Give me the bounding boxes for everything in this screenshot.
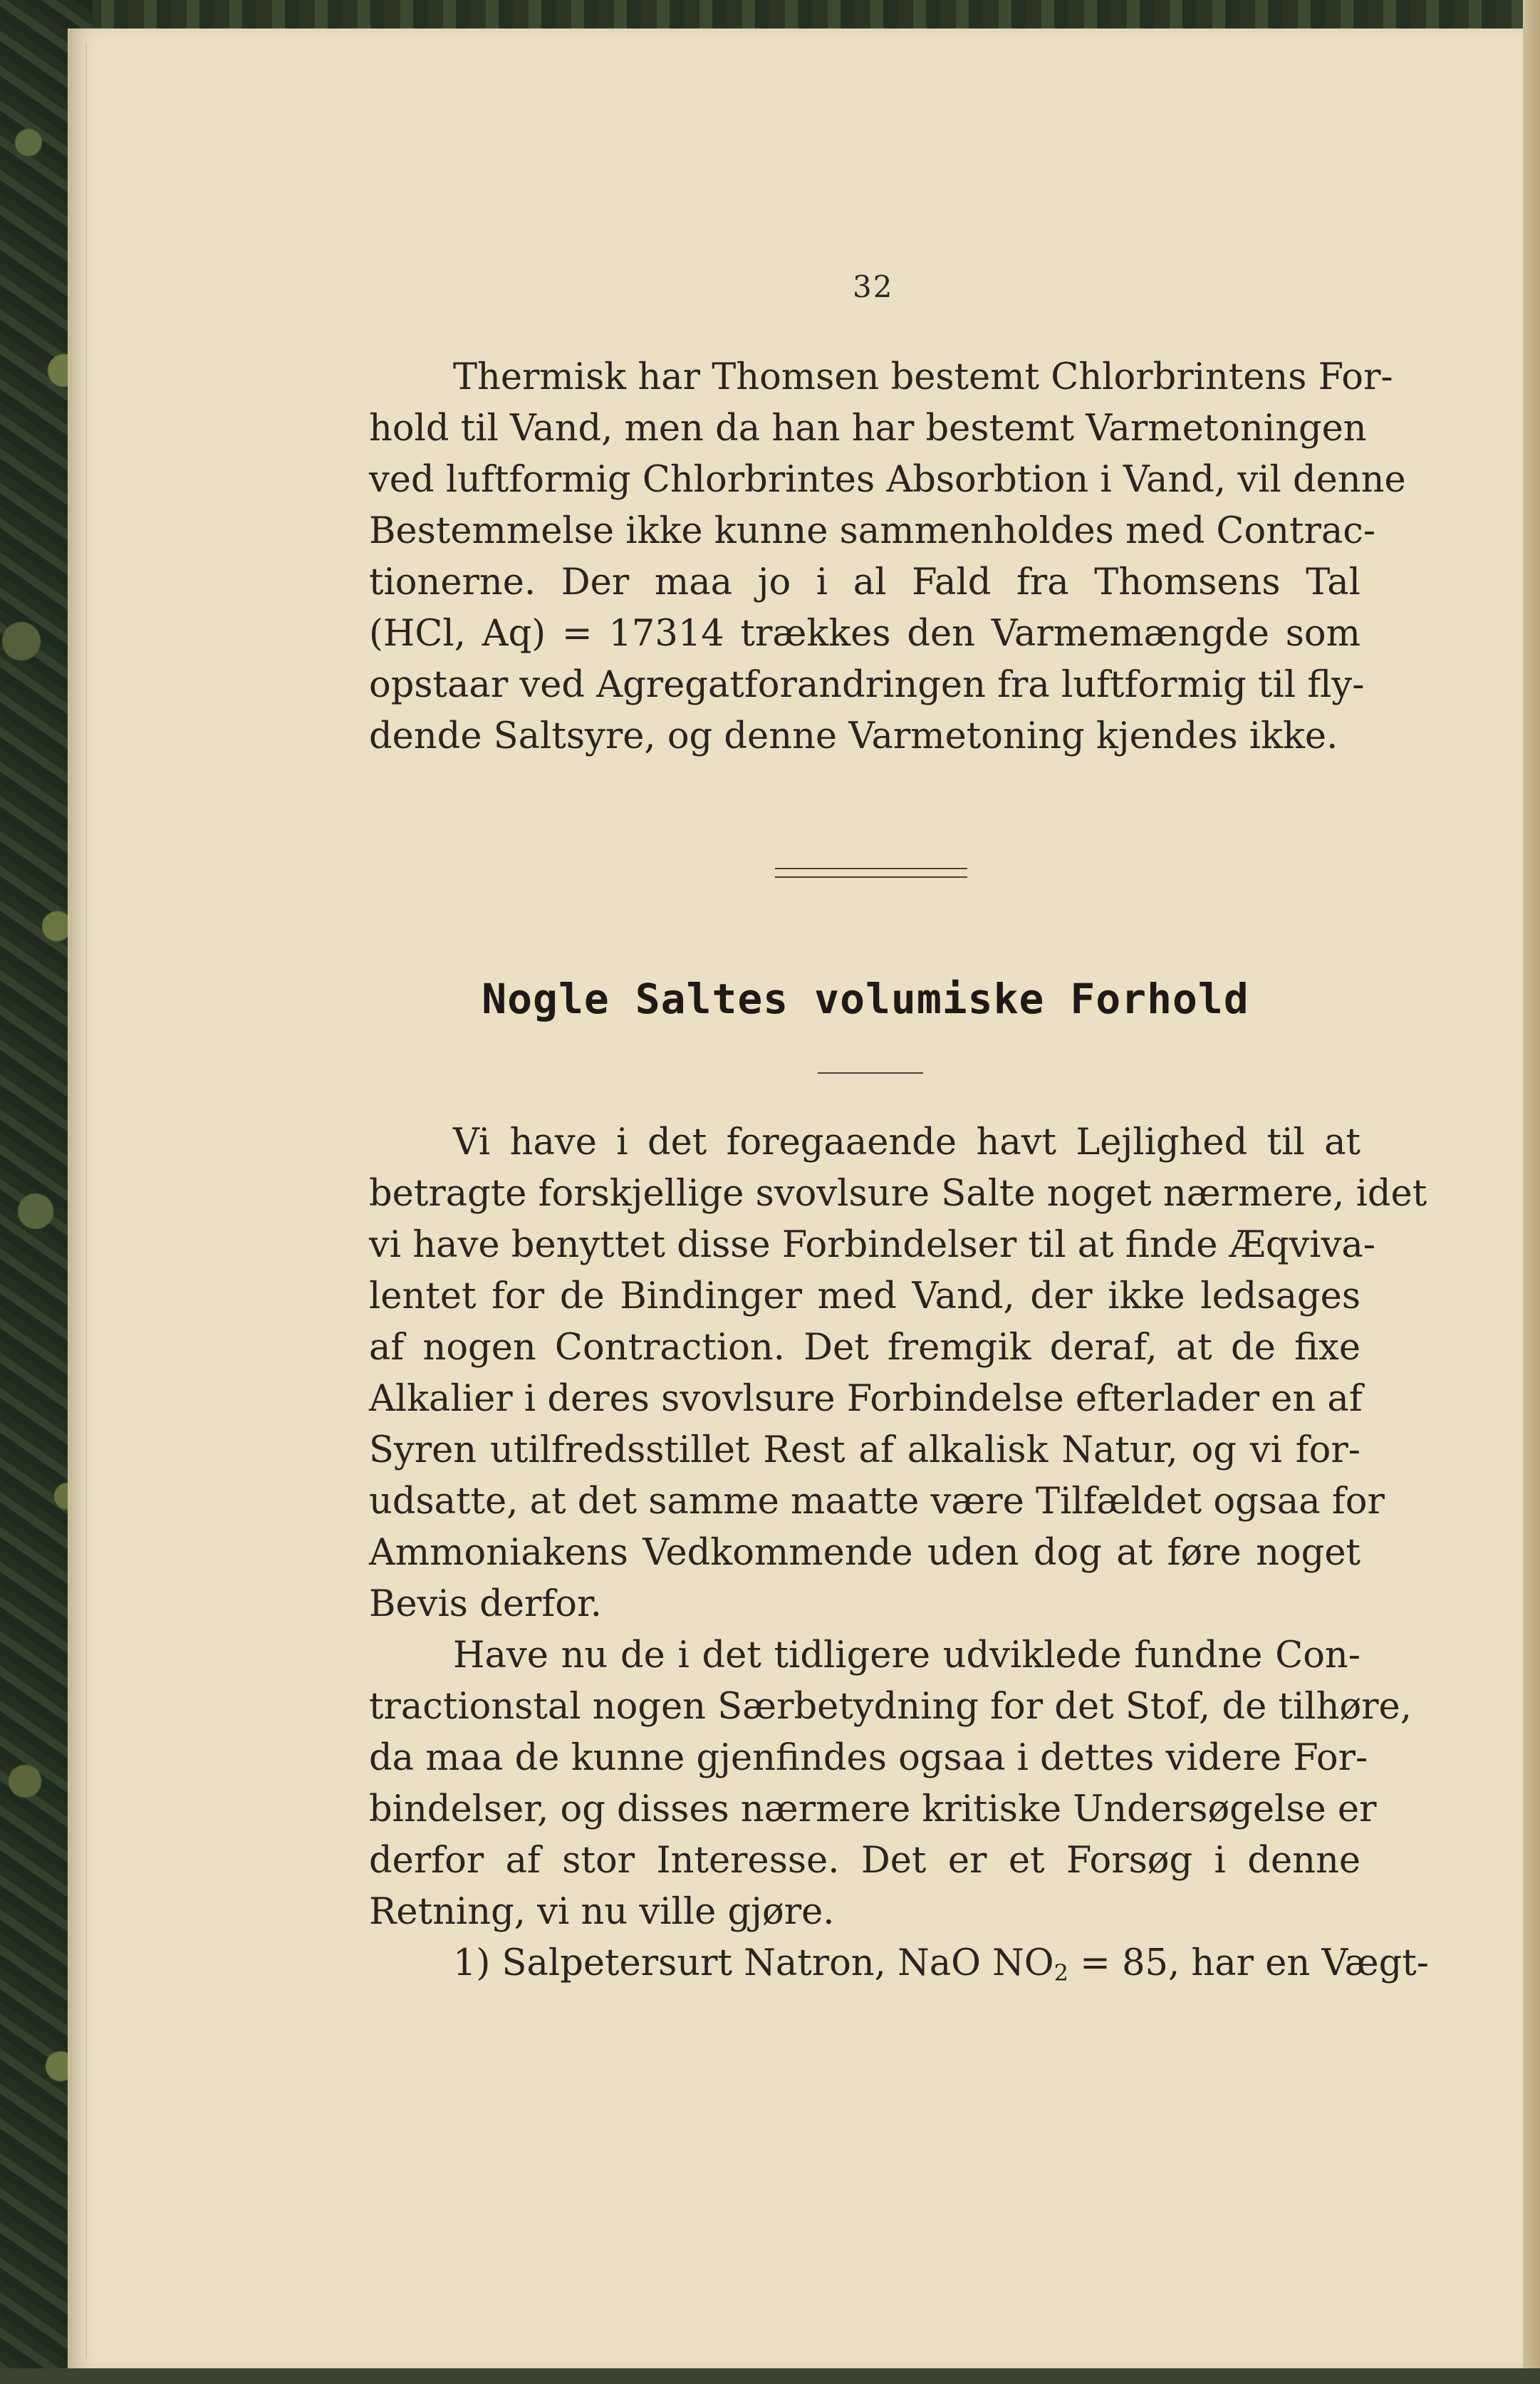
page-number: 32 (853, 269, 894, 304)
formula-suffix: = 85, har en Vægt- (1068, 1942, 1429, 1984)
page-stack-edge (1523, 0, 1540, 2384)
text-line: udsatte, at det samme maatte være Tilfældet ogsaa for (369, 1481, 1385, 1523)
paragraph-vi-have (369, 1117, 1427, 1630)
text-line: Bestemmelse ikke kunne sammenholdes med Contrac- (369, 510, 1376, 552)
text-line: betragte forskjellige svovlsure Salte noget nærmere, idet (369, 1173, 1427, 1215)
text-line: Alkalier i deres svovlsure Forbindelse efterlader en af (369, 1378, 1363, 1420)
text-line: tractionstal nogen Særbetydning for det Stof, de tilhøre, (369, 1686, 1412, 1728)
text-line: tionerne. Der maa jo i al Fald fra Thomsens Tal (369, 561, 1360, 603)
text-line: (HCl, Aq) = 17314 trækkes den Varmemængde som (369, 613, 1360, 655)
page-edges (77, 43, 87, 2358)
text-line: dende Saltsyre, og denne Varmetoning kjendes ikke. (369, 715, 1338, 757)
text-line: af nogen Contraction. Det fremgik deraf, at de fixe (369, 1327, 1360, 1369)
text-line: Vi have i det foregaaende havt Lejlighed til at (453, 1121, 1360, 1164)
text-line: Retning, vi nu ville gjøre. (369, 1891, 835, 1933)
text-line: Have nu de i det tidligere udviklede fundne Con- (453, 1634, 1360, 1676)
text-line: vi have benyttet disse Forbindelser til at finde Æqviva- (369, 1224, 1376, 1266)
section-divider (775, 868, 967, 878)
paragraph-have-nu (369, 1630, 1429, 1989)
book-cover-top (0, 0, 1540, 28)
text-line: Bevis derfor. (369, 1583, 602, 1625)
item-salpetersurt-natron (369, 1938, 1429, 1989)
text-line: bindelser, og disses nærmere kritiske Undersøgelse er (369, 1788, 1377, 1830)
section-heading: Nogle Saltes volumiske Forhold (482, 975, 1249, 1023)
paragraph-thermisk (369, 352, 1406, 762)
text-line: hold til Vand, men da han har bestemt Varmetoningen (369, 408, 1367, 450)
text-line: da maa de kunne gjenfindes ogsaa i dettes videre For- (369, 1737, 1368, 1779)
formula-subscript: 2 (1053, 1959, 1068, 1986)
formula-prefix: 1) Salpetersurt Natron, NaO NO (453, 1942, 1054, 1984)
text-line: ved luftformig Chlorbrintes Absorbtion i Vand, vil denne (369, 459, 1406, 501)
book-cover-bottom (0, 2368, 1540, 2384)
text-line: Syren utilfredsstillet Rest af alkalisk Natur, og vi for- (369, 1429, 1360, 1471)
text-line: Ammoniakens Vedkommende uden dog at føre noget (369, 1532, 1360, 1574)
heading-rule (818, 1072, 923, 1074)
text-line: opstaar ved Agregatforandringen fra luftformig til fly- (369, 664, 1365, 706)
text-line: lentet for de Bindinger med Vand, der ikke ledsages (369, 1275, 1360, 1317)
text-line: Thermisk har Thomsen bestemt Chlorbrintens For- (453, 356, 1393, 398)
text-line: derfor af stor Interesse. Det er et Forsøg i denne (369, 1840, 1360, 1882)
